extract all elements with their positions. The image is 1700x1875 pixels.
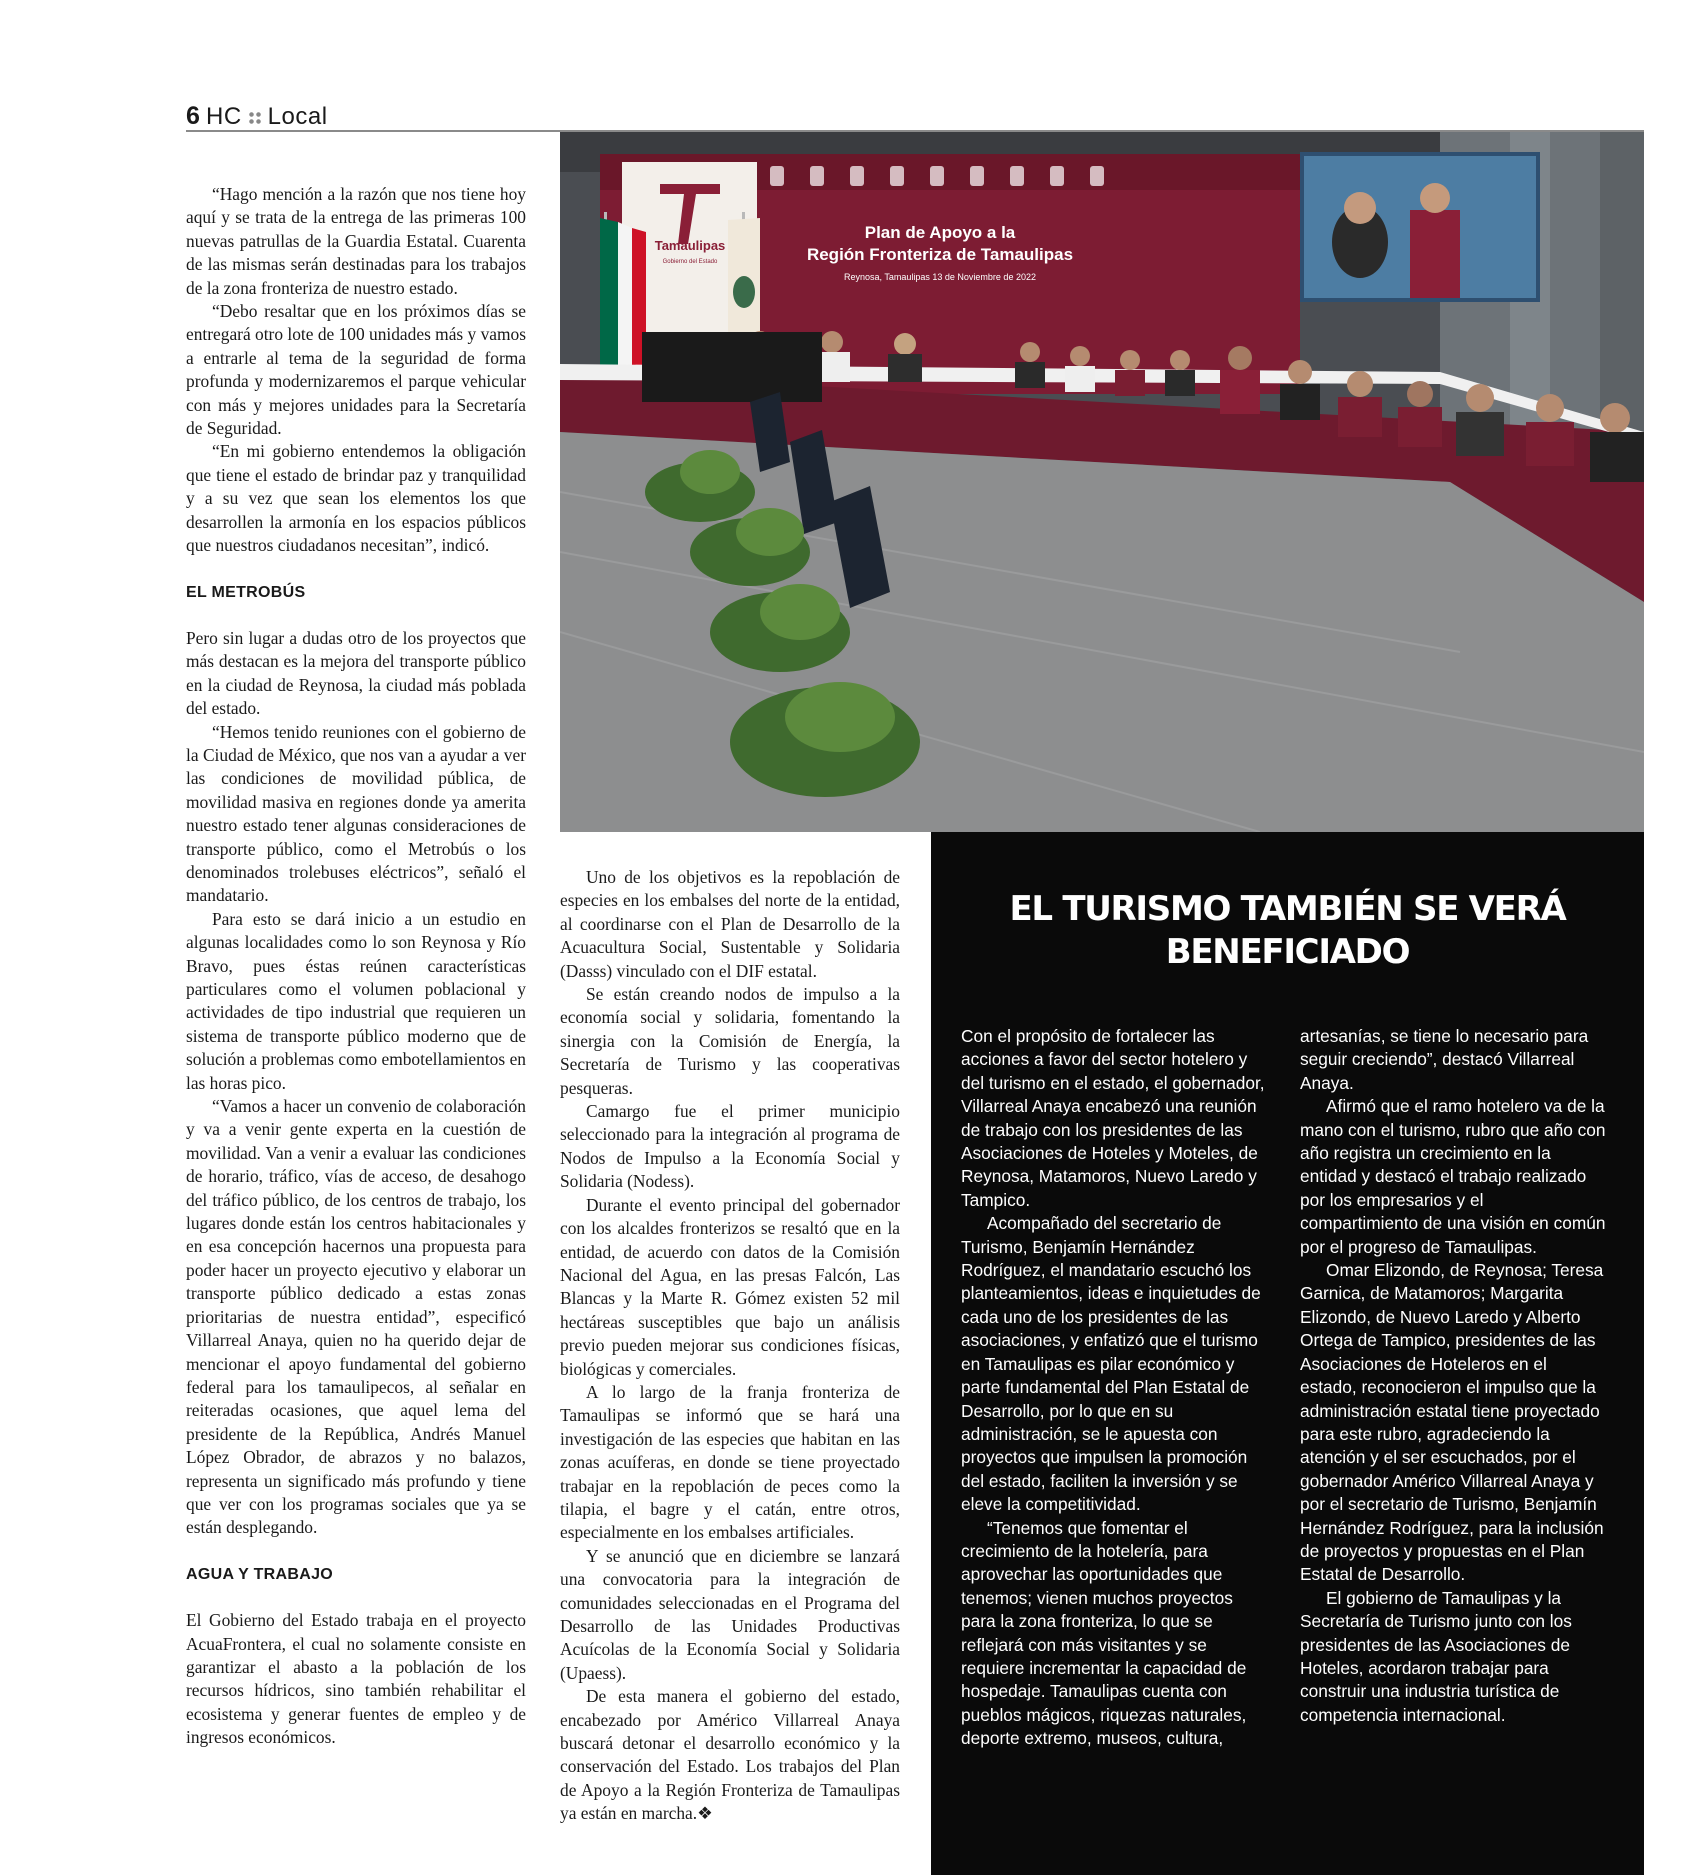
section-name: Local <box>267 103 328 130</box>
paragraph: De esta manera el gobierno del estado, encabezado por Américo Villarreal Anaya buscará detonar el desarrollo económico y la conservación del Estado. Los trabajos del Plan de Apoyo a la Región Fronteriza de Tamaulipas ya están en marcha.❖ <box>560 1686 900 1824</box>
paragraph: Omar Elizondo, de Reynosa; Teresa Garnica, de Matamoros; Margarita Elizondo, de Nuevo Laredo y Alberto Ortega de Tampico, presidentes de las Asociaciones de Hoteleros en el estado, reconocieron el impulso que la administración estatal tiene proyectado para este rubro, agradeciendo la atención y el ser escuchados, por el gobernador Américo Villarreal Anaya y por el secretario de Turismo, Benjamín Hernández Rodríguez, para la inclusión de proyectos y propuestas en el Plan Estatal de Desarrollo. <box>1300 1260 1604 1585</box>
paragraph: “Hago mención a la razón que nos tiene hoy aquí y se trata de la entrega de las primeras 100 nuevas patrullas de la Guardia Estatal. Cuarenta de las mismas serán destinadas para los trabajos de la zona fronteriza de nuestro estado. <box>186 184 526 298</box>
event-date: Reynosa, Tamaulipas 13 de Noviembre de 2022 <box>844 272 1036 282</box>
paragraph: Uno de los objetivos es la repoblación de especies en los embalses del norte de la entidad, al coordinarse con el Plan de Desarrollo de la Acuacultura Social, Sustentable y Solidaria (Dasss) vinculado con el DIF estatal. <box>560 867 900 981</box>
banner-brand: Tamaulipas <box>654 238 726 253</box>
separator-dots-icon <box>248 111 262 125</box>
paragraph: “Debo resaltar que en los próximos días se entregará otro lote de 100 unidades más y vamos a entrarle al tema de la seguridad de forma profunda y modernizaremos el parque vehicular con más y mejores unidades para la Secretaría de Seguridad. <box>186 301 526 439</box>
paragraph: Con el propósito de fortalecer las acciones a favor del sector hotelero y del turismo en el estado, el gobernador, Villarreal Anaya encabezó una reunión de trabajo con los presidentes de las Asociaciones de Hoteles y Moteles, de Reynosa, Matamoros, Nuevo Laredo y Tampico. <box>961 1026 1265 1210</box>
subheading-agua-trabajo: AGUA Y TRABAJO <box>186 1565 334 1583</box>
sidebar-column-2 <box>1300 1025 1606 1727</box>
paragraph: A lo largo de la franja fronteriza de Tamaulipas se informó que se hará una investigación de las especies que habitan en las zonas acuíferas, en donde se tiene proyectado trabajar en la repoblación de peces como la tilapia, el bagre y el catán, entre otros, especialmente en los embalses artificiales. <box>560 1381 900 1543</box>
section-label <box>206 103 328 131</box>
paragraph: El Gobierno del Estado trabaja en el proyecto AcuaFrontera, el cual no solamente consiste en garantizar el abasto a la población de los recursos hídricos, sino también rehabilitar el ecosistema y generar fuentes de empleo y de ingresos económicos. <box>186 1610 526 1748</box>
article-column-2 <box>560 866 900 1826</box>
sidebar-box <box>931 832 1644 1875</box>
paragraph: Pero sin lugar a dudas otro de los proyectos que más destacan es la mejora del transporte público en la ciudad de Reynosa, la ciudad más poblada del estado. <box>186 627 526 719</box>
paragraph: Se están creando nodos de impulso a la economía social y solidaria, fomentando la sinergia con la Comisión de Energía, la Secretaría de Turismo y las cooperativas pesqueras. <box>560 984 900 1098</box>
subheading-metrobus: EL METROBÚS <box>186 583 306 601</box>
paragraph: “En mi gobierno entendemos la obligación que tiene el estado de brindar paz y tranquilidad y a su vez que sean los elementos los que desarrollen la armonía en los espacios públicos que nuestros ciudadanos necesitan”, indicó. <box>186 441 526 556</box>
paragraph: Acompañado del secretario de Turismo, Benjamín Hernández Rodríguez, el mandatario escuchó los planteamientos, ideas e inquietudes de cada uno de los presidentes de las asociaciones, y enfatizó que el turismo en Tamaulipas es pilar económico y parte fundamental del Plan Estatal de Desarrollo, por lo que en su administración, se le apuesta con proyectos que impulsen la promoción del estado, faciliten la inversión y se eleve la competitividad. <box>961 1213 1261 1515</box>
paragraph: Durante el evento principal del gobernador con los alcaldes fronterizos se resaltó que en la entidad, de acuerdo con datos de la Comisión Nacional del Agua, en las presas Falcón, Las Blancas y la Marte R. Gómez existen 52 mil hectáreas susceptibles que bajo un análisis previo pueden mejorar sus condiciones físicas, biológicas y comerciales. <box>560 1194 900 1379</box>
paragraph: Para esto se dará inicio a un estudio en algunas localidades como lo son Reynosa y Río Bravo, pues éstas reúnen características particulares como el volumen poblacional y actividades de tipo industrial que requieren un sistema de transporte público moderno que de solución a problemas como embotellamientos en las horas pico. <box>186 908 526 1093</box>
brand-label: HC <box>206 103 242 130</box>
page-header <box>186 104 1644 132</box>
paragraph: Afirmó que el ramo hotelero va de la mano con el turismo, rubro que año con año registra un crecimiento en la entidad y destacó el trabajo realizado por los empresarios y el compartimiento de una visión en común por el progreso de Tamaulipas. <box>1300 1096 1606 1257</box>
event-photo <box>560 132 1644 832</box>
sidebar-title <box>931 888 1644 974</box>
sidebar-title-line2: BENEFICIADO <box>1165 932 1410 972</box>
paragraph: “Vamos a hacer un convenio de colaboración y va a venir gente experta en la cuestión de movilidad. Van a venir a evaluar las condiciones de horario, tráfico, vías de acceso, de desahogo del tráfico público, de los centros de trabajo, los lugares donde están los centros habitacionales y en esa concepción hacernos una propuesta para poder hacer un proyecto ejecutivo y elaborar un transporte público dedicado a estas zonas prioritarias de nuestra entidad”, especificó Villarreal Anaya, quien no ha querido dejar de mencionar el apoyo fundamental del gobierno federal para los tamaulipecos, al señalar en reiteradas ocasiones, que aquel lema del presidente de la República, Andrés Manuel López Obrador, de abrazos y no balazos, representa un significado más profundo y tiene que ver con los programas sociales que ya se están desplegando. <box>186 1096 526 1538</box>
paragraph: El gobierno de Tamaulipas y la Secretaría de Turismo junto con los presidentes de las Asociaciones de Hoteles, acordaron trabajar para construir una industria turística de competencia internacional. <box>1300 1587 1572 1725</box>
paragraph: “Tenemos que fomentar el crecimiento de la hotelería, para aprovechar las oportunidades que tenemos; vienen muchos proyectos para la zona fronteriza, lo que se reflejará con más visitantes y se requiere incrementar la capacidad de hospedaje. Tamaulipas cuenta con pueblos mágicos, riquezas naturales, deporte extremo, museos, cultura, <box>961 1517 1247 1749</box>
paragraph: Camargo fue el primer municipio seleccionado para la integración al programa de Nodos de Impulso a la Economía Social y Solidaria (Nodess). <box>560 1101 900 1192</box>
event-title-line1: Plan de Apoyo a la <box>864 223 1016 242</box>
event-title-line2: Región Fronteriza de Tamaulipas <box>806 245 1074 264</box>
paragraph: Y se anunció que en diciembre se lanzará una convocatoria para la integración de comunidades seleccionadas en el Programa del Desarrollo de las Unidades Productivas Acuícolas de la Economía Social y Solidaria (Upaess). <box>560 1545 900 1683</box>
paragraph: “Hemos tenido reuniones con el gobierno de la Ciudad de México, que nos van a ayudar a ver las condiciones de movilidad pública, de movilidad masiva en regiones donde ya amerita nuestro estado tener algunas consideraciones de transporte público, como el Metrobús o los denominados trolebuses eléctricos”, señaló el mandatario. <box>186 721 526 906</box>
banner-subtitle: Gobierno del Estado <box>662 259 718 265</box>
article-column-1 <box>186 183 526 1750</box>
sidebar-title-line1: EL TURISMO TAMBIÉN SE VERÁ <box>1009 889 1566 929</box>
sidebar-column-1 <box>961 1025 1267 1751</box>
paragraph: artesanías, se tiene lo necesario para seguir creciendo”, destacó Villarreal Anaya. <box>1300 1026 1589 1093</box>
page-number: 6 <box>186 102 200 130</box>
